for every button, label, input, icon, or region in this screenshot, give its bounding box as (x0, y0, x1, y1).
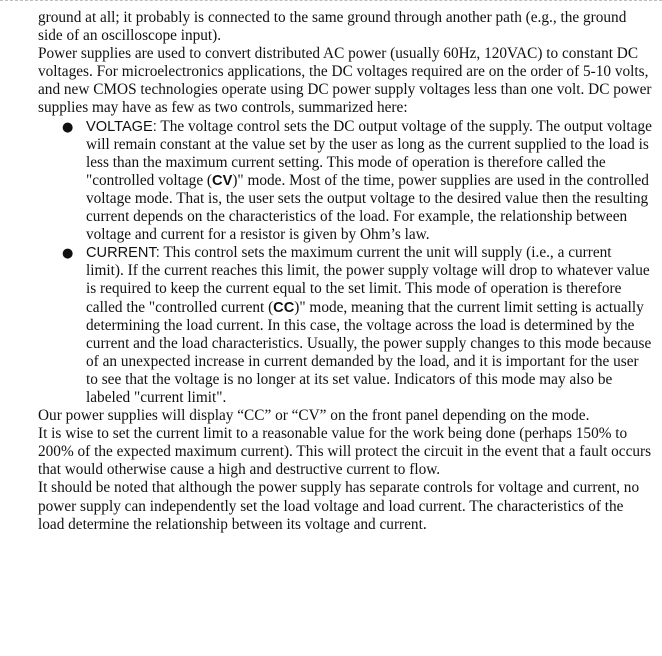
outro-paragraph-current-limit: It is wise to set the current limit to a reasonable value for the work being done (perhaps 150% to 200% of the expected maximum current). This will protect the circuit in the event that a fault occurs that would otherwise cause a high and destructive current to flow. (38, 425, 652, 479)
current-text-a: This control sets the maximum current the unit will supply (i.e., a current limit). If the current reaches this limit, the power supply voltage will drop to whatever value is required to keep the current equal to the set limit. This mode of operation is therefore called the "controlled current ( (86, 244, 650, 316)
bullet-item-current (38, 244, 652, 407)
controls-bullet-list (38, 118, 652, 408)
voltage-text-a: The voltage control sets the DC output voltage of the supply. The output voltage will remain constant at the value set by the user as long as the current supplied to the load is less than the maximum current setting. This mode of operation is therefore called the "controlled voltage ( (86, 117, 652, 189)
bullet-dot-icon: ● (62, 119, 74, 135)
intro-paragraph-power-supplies: Power supplies are used to convert distributed AC power (usually 60Hz, 120VAC) to constant DC voltages. For microelectronics applications, the DC voltages required are on the order of 5-10 volts, and new CMOS technologies operate using DC power supply voltages less than one volt. DC power supplies may have as few as two controls, summarized here: (38, 45, 652, 117)
bullet-item-voltage (38, 118, 652, 245)
current-abbr: CC (273, 299, 295, 316)
current-text-b: )" mode, meaning that the current limit setting is actually determining the load current. In this case, the voltage across the load is determined by the current and the load characteristics. Usually, the power supply changes to this mode because of an unexpected increase in current demanded by the load, and it is important for the user to see that the voltage is no longer at its set value. Indicators of this mode may also be labeled "current limit". (86, 298, 652, 406)
voltage-text-b: )" mode. Most of the time, power supplies are used in the controlled voltage mode. That is, the user sets the output voltage to the desired value then the resulting current depends on the characteristics of the load. For example, the relationship between voltage and current for a resistor is given by Ohm’s law. (86, 171, 649, 244)
current-term: CURRENT: (86, 245, 160, 262)
outro-paragraph-display: Our power supplies will display “CC” or “CV” on the front panel depending on the mode. (38, 407, 590, 425)
bullet-dot-icon: ● (62, 246, 74, 262)
voltage-abbr: CV (212, 172, 233, 189)
intro-paragraph-ground: ground at all; it probably is connected to the same ground through another path (e.g., the ground side of an oscilloscope input). (38, 9, 627, 45)
voltage-term: VOLTAGE: (86, 118, 157, 135)
outro-paragraph-load: It should be noted that although the power supply has separate controls for voltage and current, no power supply can independently set the load voltage and load current. The characteristics of the load determine the relationship between its voltage and current. (38, 479, 640, 533)
